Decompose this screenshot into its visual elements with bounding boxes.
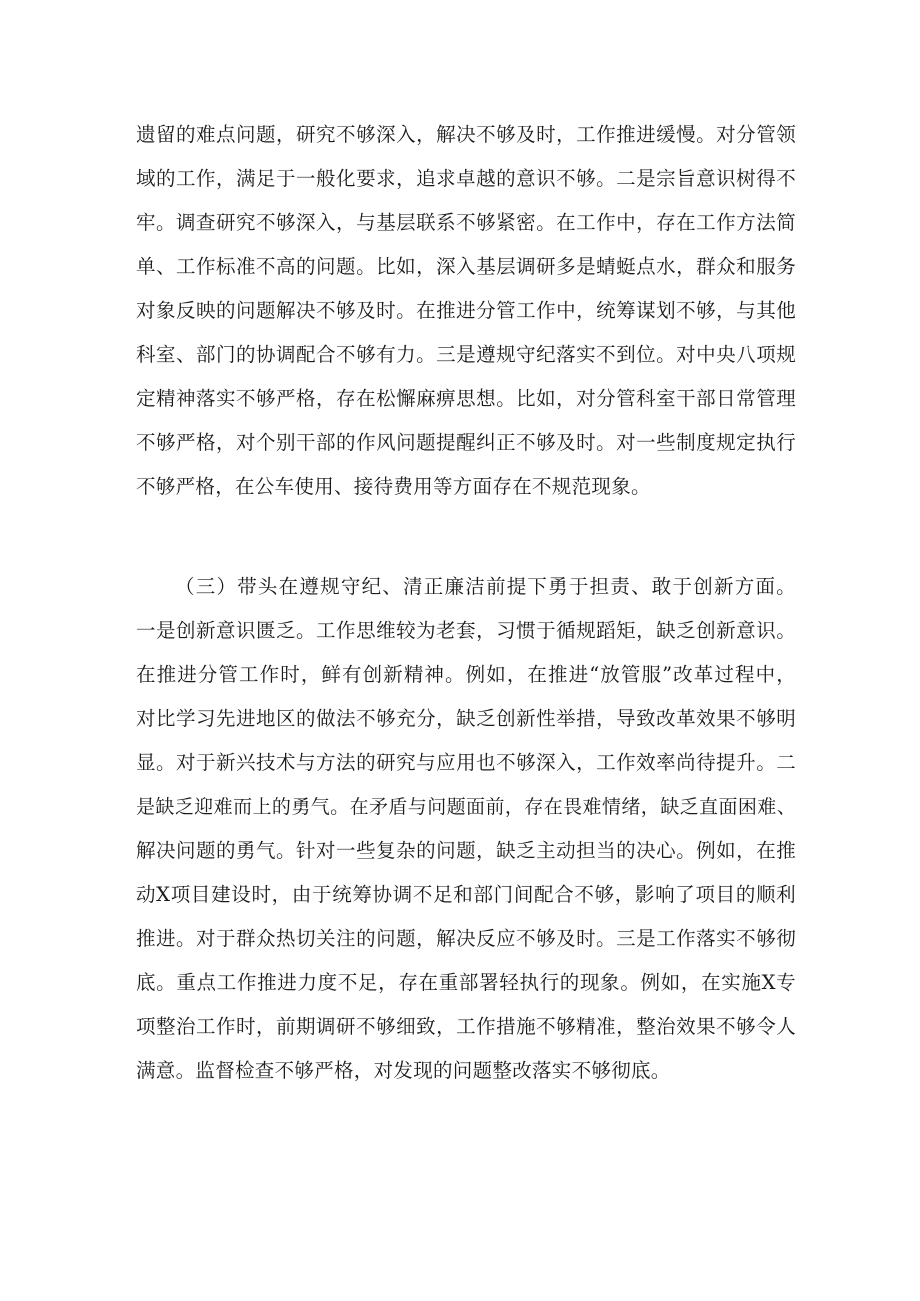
paragraph-line: 一是创新意识匮乏。工作思维较为老套，习惯于循规蹈矩，缺乏创新意识。 [136, 619, 796, 642]
paragraph-line: 对比学习先进地区的做法不够充分，缺乏创新性举措，导致改革效果不够明 [136, 707, 796, 730]
paragraph-line: 遗留的难点问题，研究不够深入，解决不够及时，工作推进缓慢。对分管领 [136, 123, 796, 146]
paragraph-line: 牢。调查研究不够深入，与基层联系不够紧密。在工作中，存在工作方法简 [136, 211, 796, 234]
paragraph-line: 项整治工作时，前期调研不够细致，工作措施不够精准，整治效果不够令人 [136, 1015, 796, 1038]
paragraph-line: 单、工作标准不高的问题。比如，深入基层调研多是蜻蜓点水，群众和服务 [136, 255, 796, 278]
paragraph-line: 动X项目建设时，由于统筹协调不足和部门间配合不够，影响了项目的顺利 [136, 883, 796, 906]
paragraph-line: 定精神落实不够严格，存在松懈麻痹思想。比如，对分管科室干部日常管理 [136, 387, 796, 410]
paragraph-line: 满意。监督检查不够严格，对发现的问题整改落实不够彻底。 [136, 1059, 671, 1082]
paragraph-line: 不够严格，在公车使用、接待费用等方面存在不规范现象。 [136, 475, 651, 498]
paragraph-line: 在推进分管工作时，鲜有创新精神。例如，在推进“放管服”改革过程中， [136, 663, 796, 686]
paragraph-line: 底。重点工作推进力度不足，存在重部署轻执行的现象。例如，在实施X专 [136, 971, 796, 994]
paragraph-line: 解决问题的勇气。针对一些复杂的问题，缺乏主动担当的决心。例如，在推 [136, 839, 796, 862]
paragraph-line: 显。对于新兴技术与方法的研究与应用也不够深入，工作效率尚待提升。二 [136, 751, 796, 774]
paragraph-line: 是缺乏迎难而上的勇气。在矛盾与问题面前，存在畏难情绪，缺乏直面困难、 [136, 796, 796, 818]
paragraph-line: 科室、部门的协调配合不够有力。三是遵规守纪落实不到位。对中央八项规 [136, 343, 796, 366]
paragraph-line: 域的工作，满足于一般化要求，追求卓越的意识不够。二是宗旨意识树得不 [136, 167, 796, 190]
paragraph-line: 不够严格，对个别干部的作风问题提醒纠正不够及时。对一些制度规定执行 [136, 431, 796, 454]
paragraph-line: 推进。对于群众热切关注的问题，解决反应不够及时。三是工作落实不够彻 [136, 927, 796, 950]
paragraph-line: 对象反映的问题解决不够及时。在推进分管工作中，统筹谋划不够，与其他 [136, 299, 796, 322]
section-heading-line: （三）带头在遵规守纪、清正廉洁前提下勇于担责、敢于创新方面。 [175, 575, 796, 598]
